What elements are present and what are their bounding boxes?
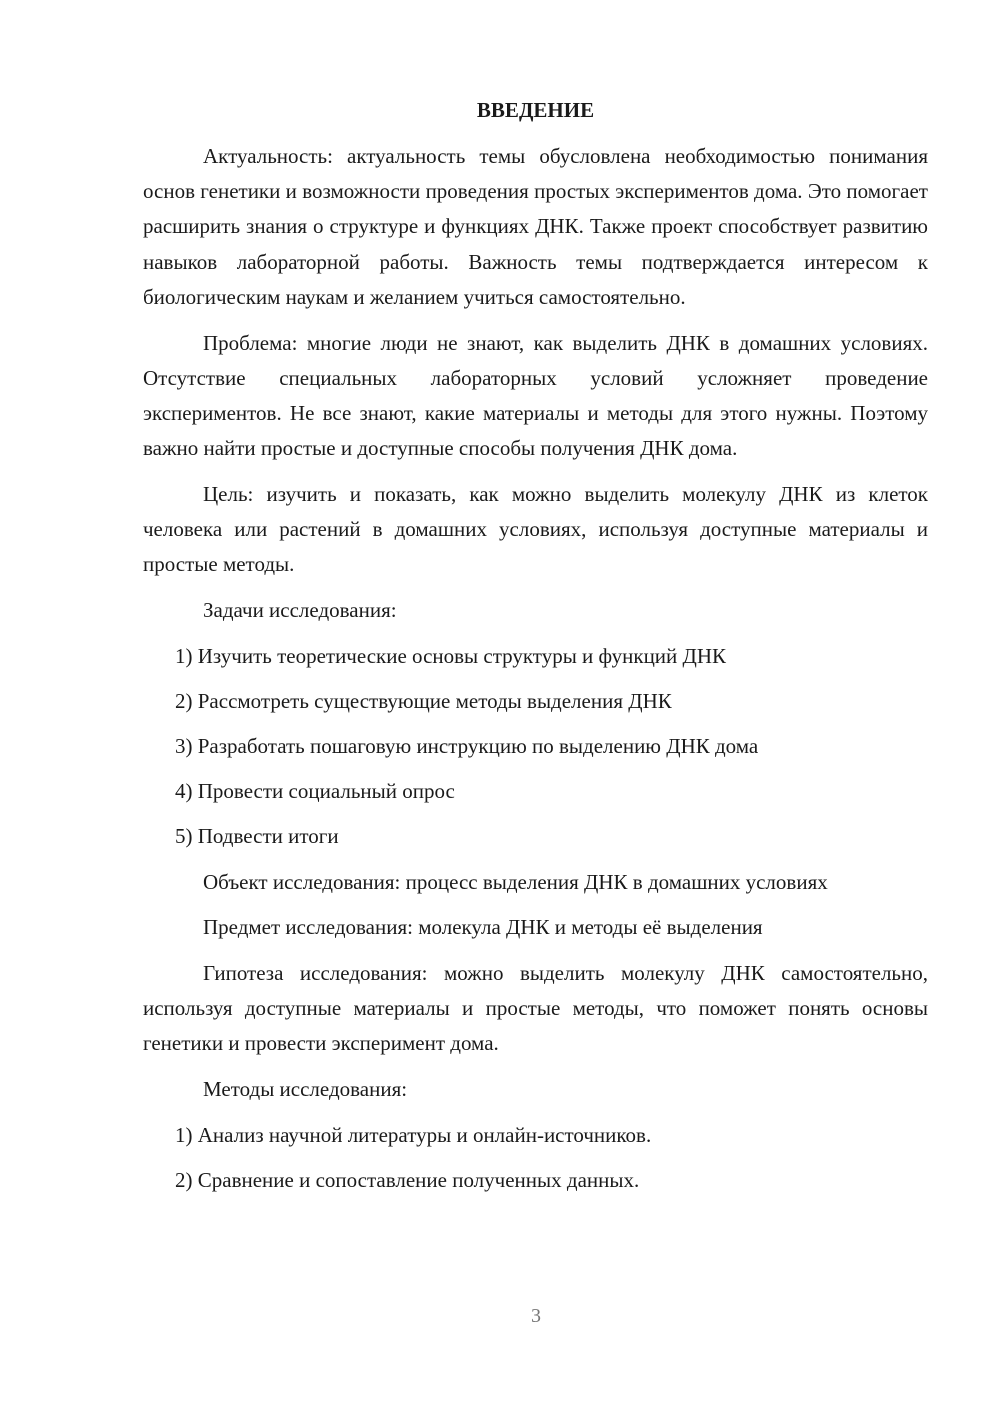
- problem-paragraph: Проблема: многие люди не знают, как выделить ДНК в домашних условиях. Отсутствие специальных лабораторных условий усложняет проведение экспериментов. Не все знают, какие материалы и методы для этого нужны. Поэтому важно найти простые и доступные способы получения ДНК дома.: [143, 330, 928, 461]
- task-item: 1) Изучить теоретические основы структуры и функций ДНК: [175, 643, 727, 668]
- hypothesis-paragraph: Гипотеза исследования: можно выделить молекулу ДНК самостоятельно, используя доступные материалы и простые методы, что поможет понять основы генетики и провести эксперимент дома.: [143, 961, 928, 1056]
- method-item: 1) Анализ научной литературы и онлайн-источников.: [175, 1122, 652, 1147]
- relevance-paragraph: Актуальность: актуальность темы обусловлена необходимостью понимания основ генетики и возможности проведения простых экспериментов дома. Это помогает расширить знания о структуре и функциях ДНК. Также проект способствует развитию навыков лабораторной работы. Важность темы подтверждается интересом к биологическим наукам и желанием учиться самостоятельно.: [143, 144, 928, 309]
- task-item: 5) Подвести итоги: [175, 824, 339, 849]
- document-page: [143, 94, 928, 1208]
- subject-paragraph: Предмет исследования: молекула ДНК и методы её выделения: [203, 915, 763, 940]
- section-title: ВВЕДЕНИЕ: [476, 98, 595, 122]
- method-item: 2) Сравнение и сопоставление полученных данных.: [175, 1168, 640, 1193]
- goal-paragraph: Цель: изучить и показать, как можно выделить молекулу ДНК из клеток человека или растений в домашних условиях, используя доступные материалы и простые методы.: [143, 481, 928, 577]
- object-paragraph: Объект исследования: процесс выделения ДНК в домашних условиях: [203, 869, 828, 894]
- page-number: 3: [531, 1305, 541, 1327]
- task-item: 2) Рассмотреть существующие методы выделения ДНК: [175, 688, 672, 713]
- task-item: 4) Провести социальный опрос: [175, 779, 455, 804]
- task-item: 3) Разработать пошаговую инструкцию по выделению ДНК дома: [175, 734, 759, 759]
- tasks-heading: Задачи исследования:: [203, 597, 397, 622]
- methods-heading: Методы исследования:: [203, 1077, 408, 1102]
